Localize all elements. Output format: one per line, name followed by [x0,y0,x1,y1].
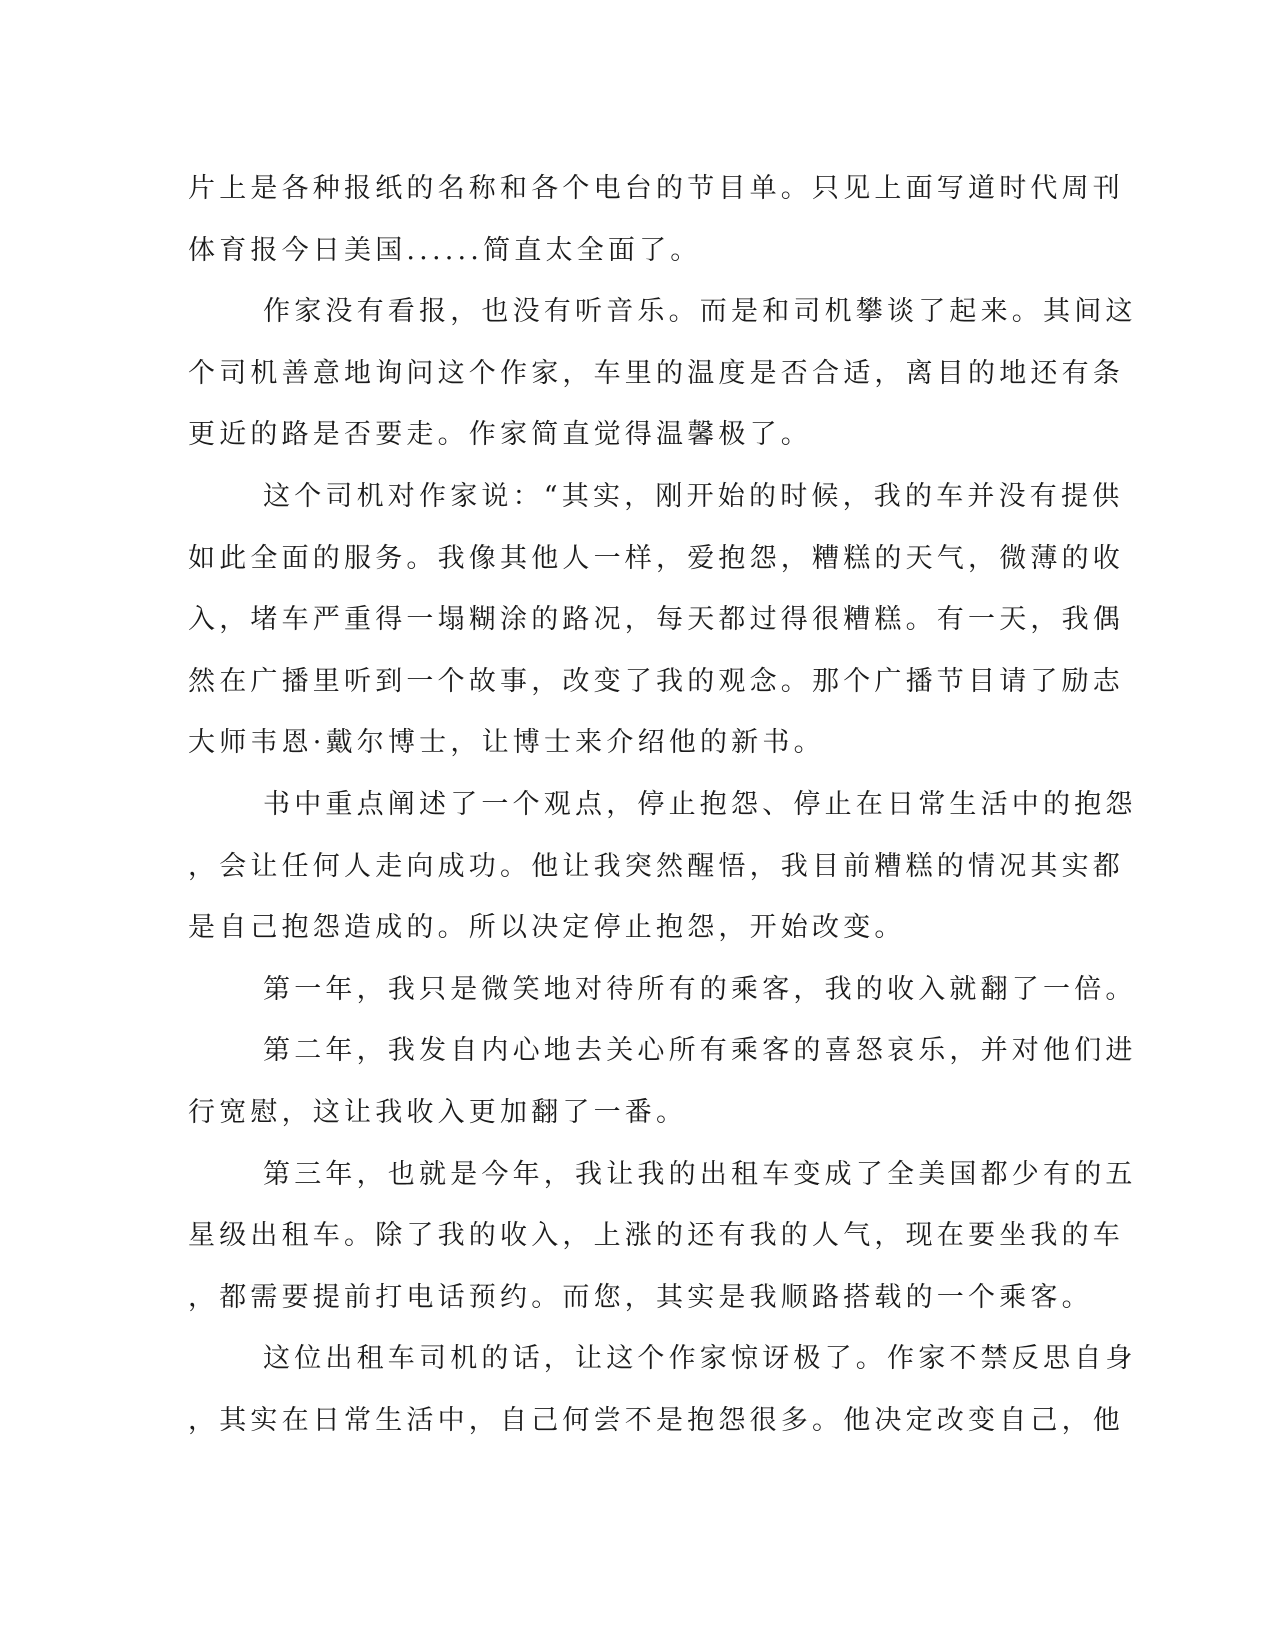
body-text [188,158,1137,1451]
text-line: 个司机善意地询问这个作家，车里的温度是否合适，离目的地还有条 [188,357,1124,389]
text-line: 更近的路是否要走。作家简直觉得温馨极了。 [188,419,812,451]
text-line: ，其实在日常生活中，自己何尝不是抱怨很多。他决定改变自己，他 [188,1404,1124,1436]
text-line: 行宽慰，这让我收入更加翻了一番。 [188,1096,688,1128]
text-line: 入，堵车严重得一塌糊涂的路况，每天都过得很糟糕。有一天，我偶 [188,604,1124,636]
text-line: 书中重点阐述了一个观点，停止抱怨、停止在日常生活中的抱怨 [263,788,1137,820]
text-line: 这位出租车司机的话，让这个作家惊讶极了。作家不禁反思自身 [263,1343,1137,1375]
text-line: ，会让任何人走向成功。他让我突然醒悟，我目前糟糕的情况其实都 [188,850,1124,882]
text-line: 片上是各种报纸的名称和各个电台的节目单。只见上面写道时代周刊 [188,173,1124,204]
text-line: 是自己抱怨造成的。所以决定停止抱怨，开始改变。 [188,912,906,944]
text-line: 星级出租车。除了我的收入，上涨的还有我的人气，现在要坐我的车 [188,1220,1124,1252]
text-line: 作家没有看报，也没有听音乐。而是和司机攀谈了起来。其间这 [263,296,1137,328]
text-line: 如此全面的服务。我像其他人一样，爱抱怨，糟糕的天气，微薄的收 [188,542,1124,574]
text-line: 然在广播里听到一个故事，改变了我的观念。那个广播节目请了励志 [188,665,1124,697]
text-line: 第三年，也就是今年，我让我的出租车变成了全美国都少有的五 [263,1158,1137,1190]
text-line: 第一年，我只是微笑地对待所有的乘客，我的收入就翻了一倍。 [263,973,1137,1005]
text-line: 大师韦恩·戴尔博士，让博士来介绍他的新书。 [188,727,825,759]
text-line: 第二年，我发自内心地去关心所有乘客的喜怒哀乐，并对他们进 [263,1035,1137,1067]
text-line: 体育报今日美国......简直太全面了。 [188,234,702,266]
text-line: ，都需要提前打电话预约。而您，其实是我顺路搭载的一个乘客。 [188,1281,1093,1313]
text-line: 这个司机对作家说：“其实，刚开始的时候，我的车并没有提供 [263,480,1124,512]
